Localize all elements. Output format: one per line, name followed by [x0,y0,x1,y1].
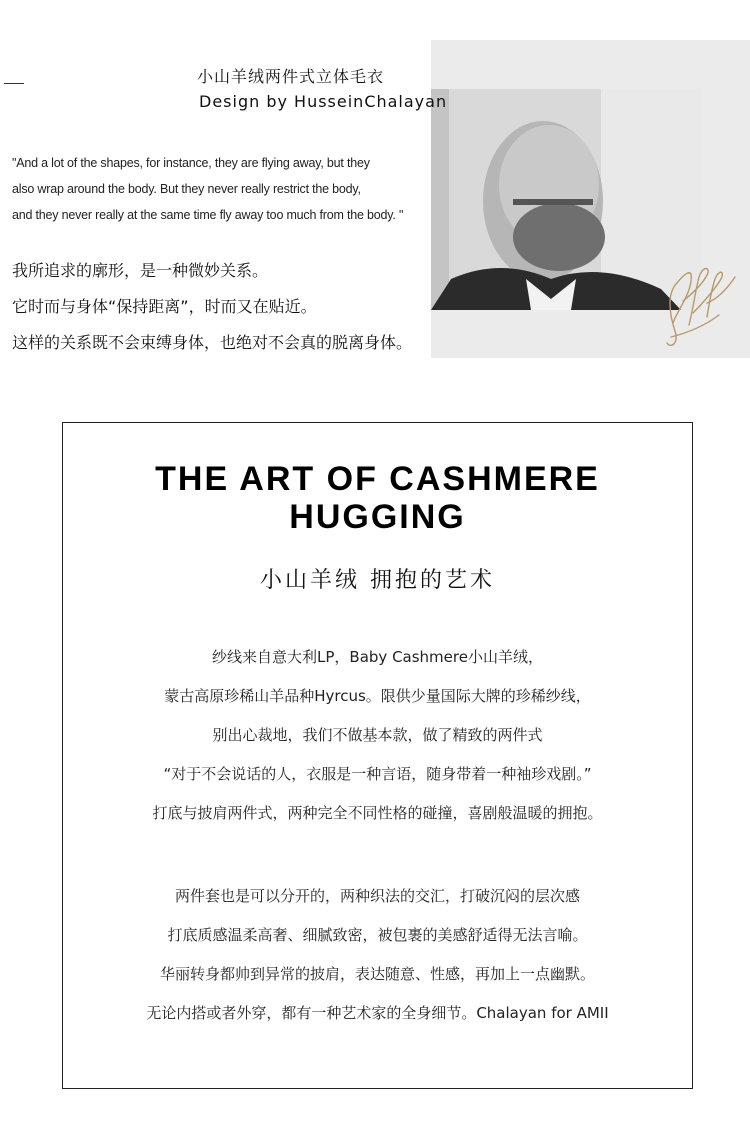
decorative-dash-left [4,83,24,84]
intro-paragraph [12,253,492,361]
quote-line: and they never really at the same time fly away too much from the body. " [12,208,404,222]
art-title-line: THE ART OF CASHMERE [155,460,600,498]
intro-line: 我所追求的廓形，是一种微妙关系。 [12,261,269,280]
description-block-2 [62,877,693,1033]
description-line: 两件套也是可以分开的，两种织法的交汇，打破沉闷的层次感 [174,887,580,905]
designer-credit: Design by HusseinChalayan [199,92,448,111]
quote-line: also wrap around the body. But they never really restrict the body, [12,182,361,196]
art-section-subtitle: 小山羊绒 拥抱的艺术 [260,568,495,593]
art-title-line: HUGGING [289,498,466,536]
description-line: 打底与披肩两件式，两种完全不同性格的碰撞，喜剧般温暖的拥抱。 [152,804,603,822]
description-block-1 [62,638,693,833]
quote-line: "And a lot of the shapes, for instance, they are flying away, but they [12,156,370,170]
art-section-title [62,460,693,536]
description-line: 别出心裁地，我们不做基本款，做了精致的两件式 [212,726,543,744]
designer-signature [663,253,743,353]
description-line: 纱线来自意大利LP，Baby Cashmere小山羊绒， [212,648,543,666]
intro-line: 它时而与身体“保持距离”，时而又在贴近。 [12,297,317,316]
description-line: 无论内搭或者外穿，都有一种艺术家的全身细节。Chalayan for AMII [146,1004,609,1022]
product-title: 小山羊绒两件式立体毛衣 [197,67,385,86]
designer-quote [12,150,482,228]
intro-line: 这样的关系既不会束缚身体，也绝对不会真的脱离身体。 [12,333,413,352]
description-line: “对于不会说话的人，衣服是一种言语，随身带着一种袖珍戏剧。” [163,765,592,783]
description-line: 蒙古高原珍稀山羊品种Hyrcus。限供少量国际大牌的珍稀纱线， [164,687,591,705]
description-line: 打底质感温柔高奢、细腻致密，被包裹的美感舒适得无法言喻。 [167,926,588,944]
description-line: 华丽转身都帅到异常的披肩，表达随意、性感，再加上一点幽默。 [159,965,595,983]
